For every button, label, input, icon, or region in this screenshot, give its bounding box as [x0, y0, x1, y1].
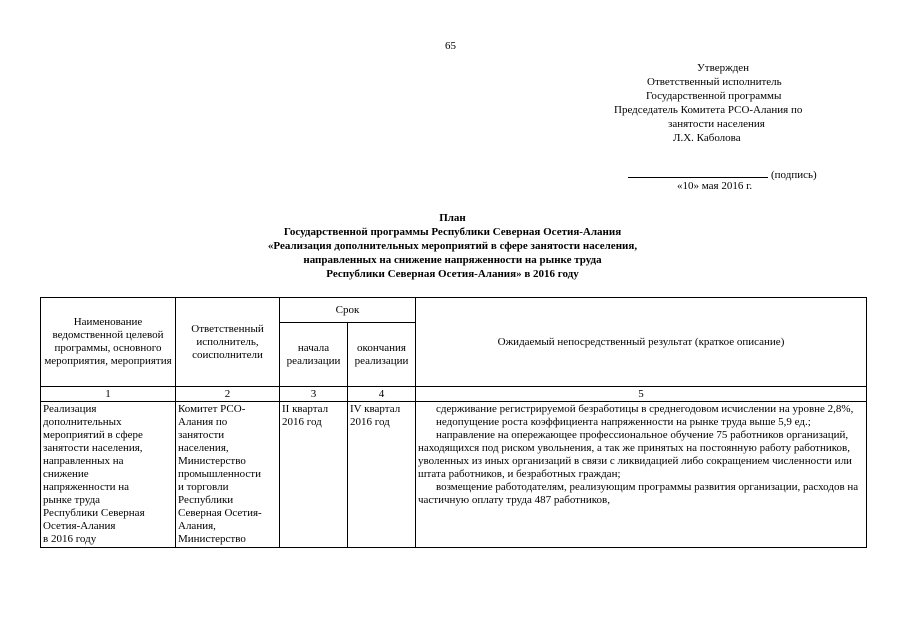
- signature-label: (подпись): [771, 169, 817, 181]
- approval-line: Утвержден: [697, 62, 750, 74]
- result-item: недопущение роста коэффициента напряженности на рынке труда выше 5,9 ед.;: [436, 416, 811, 428]
- page-number: 65: [445, 40, 456, 52]
- approval-line: занятости населения: [668, 118, 765, 130]
- column-number: 1: [41, 387, 176, 402]
- header-result: Ожидаемый непосредственный результат (краткое описание): [416, 298, 867, 387]
- result-item: сдерживание регистрируемой безработицы в среднегодовом исчислении на уровне 2,8%,: [436, 403, 854, 415]
- signature-blank: [628, 166, 768, 178]
- title-line: План: [439, 212, 466, 224]
- approval-block: [610, 61, 870, 145]
- row-executor: Комитет РСО- Алания по занятости населения, Министерство промышленности и торговли Республики Северная Осетия- Алания, Министерство: [176, 402, 280, 548]
- row-start: II квартал 2016 год: [280, 402, 348, 548]
- column-number: 3: [280, 387, 348, 402]
- table-header-row: [41, 298, 867, 323]
- plan-table: [40, 297, 867, 548]
- column-number: 5: [416, 387, 867, 402]
- document-title: [160, 211, 745, 281]
- header-start: начала реализации: [280, 323, 348, 387]
- approval-date: «10» мая 2016 г.: [677, 180, 753, 192]
- title-line: Республики Северная Осетия-Алания» в 2016 году: [326, 268, 579, 280]
- title-line: Государственной программы Республики Северная Осетия-Алания: [283, 226, 622, 238]
- result-item: возмещение работодателям, реализующим программы развития организации, расходов на частичную оплату труда 487 работников,: [418, 481, 859, 506]
- column-number: 2: [176, 387, 280, 402]
- header-name: Наименование ведомственной целевой программы, основного мероприятия, мероприятия: [41, 298, 176, 387]
- header-term: Срок: [280, 298, 416, 323]
- approval-line: Государственной программы: [646, 90, 782, 102]
- column-number: 4: [348, 387, 416, 402]
- header-executor: Ответственный исполнитель, соисполнители: [176, 298, 280, 387]
- title-line: «Реализация дополнительных мероприятий в сфере занятости населения,: [267, 240, 638, 252]
- approval-line: Л.Х. Каболова: [673, 132, 741, 144]
- header-end: окончания реализации: [348, 323, 416, 387]
- table-row: [41, 402, 867, 548]
- column-number-row: [41, 387, 867, 402]
- result-item: направление на опережающее профессиональное обучение 75 работников организаций, находящихся под риском увольнения, а так же принятых на постоянную работу работников, уволенных из иных организаций в связи с ликвидацией либо сокращением численности или штата работников, и безработных граждан;: [418, 429, 852, 480]
- row-result: [416, 402, 867, 548]
- title-line: направленных на снижение напряженности на рынке труда: [303, 254, 602, 266]
- row-end: IV квартал 2016 год: [348, 402, 416, 548]
- row-name: Реализация дополнительных мероприятий в сфере занятости населения, направленных на снижение напряженности на рынке труда Республики Северная Осетия-Алания в 2016 году: [41, 402, 176, 548]
- approval-line: Ответственный исполнитель: [647, 76, 782, 88]
- approval-line: Председатель Комитета РСО-Алания по: [614, 104, 803, 116]
